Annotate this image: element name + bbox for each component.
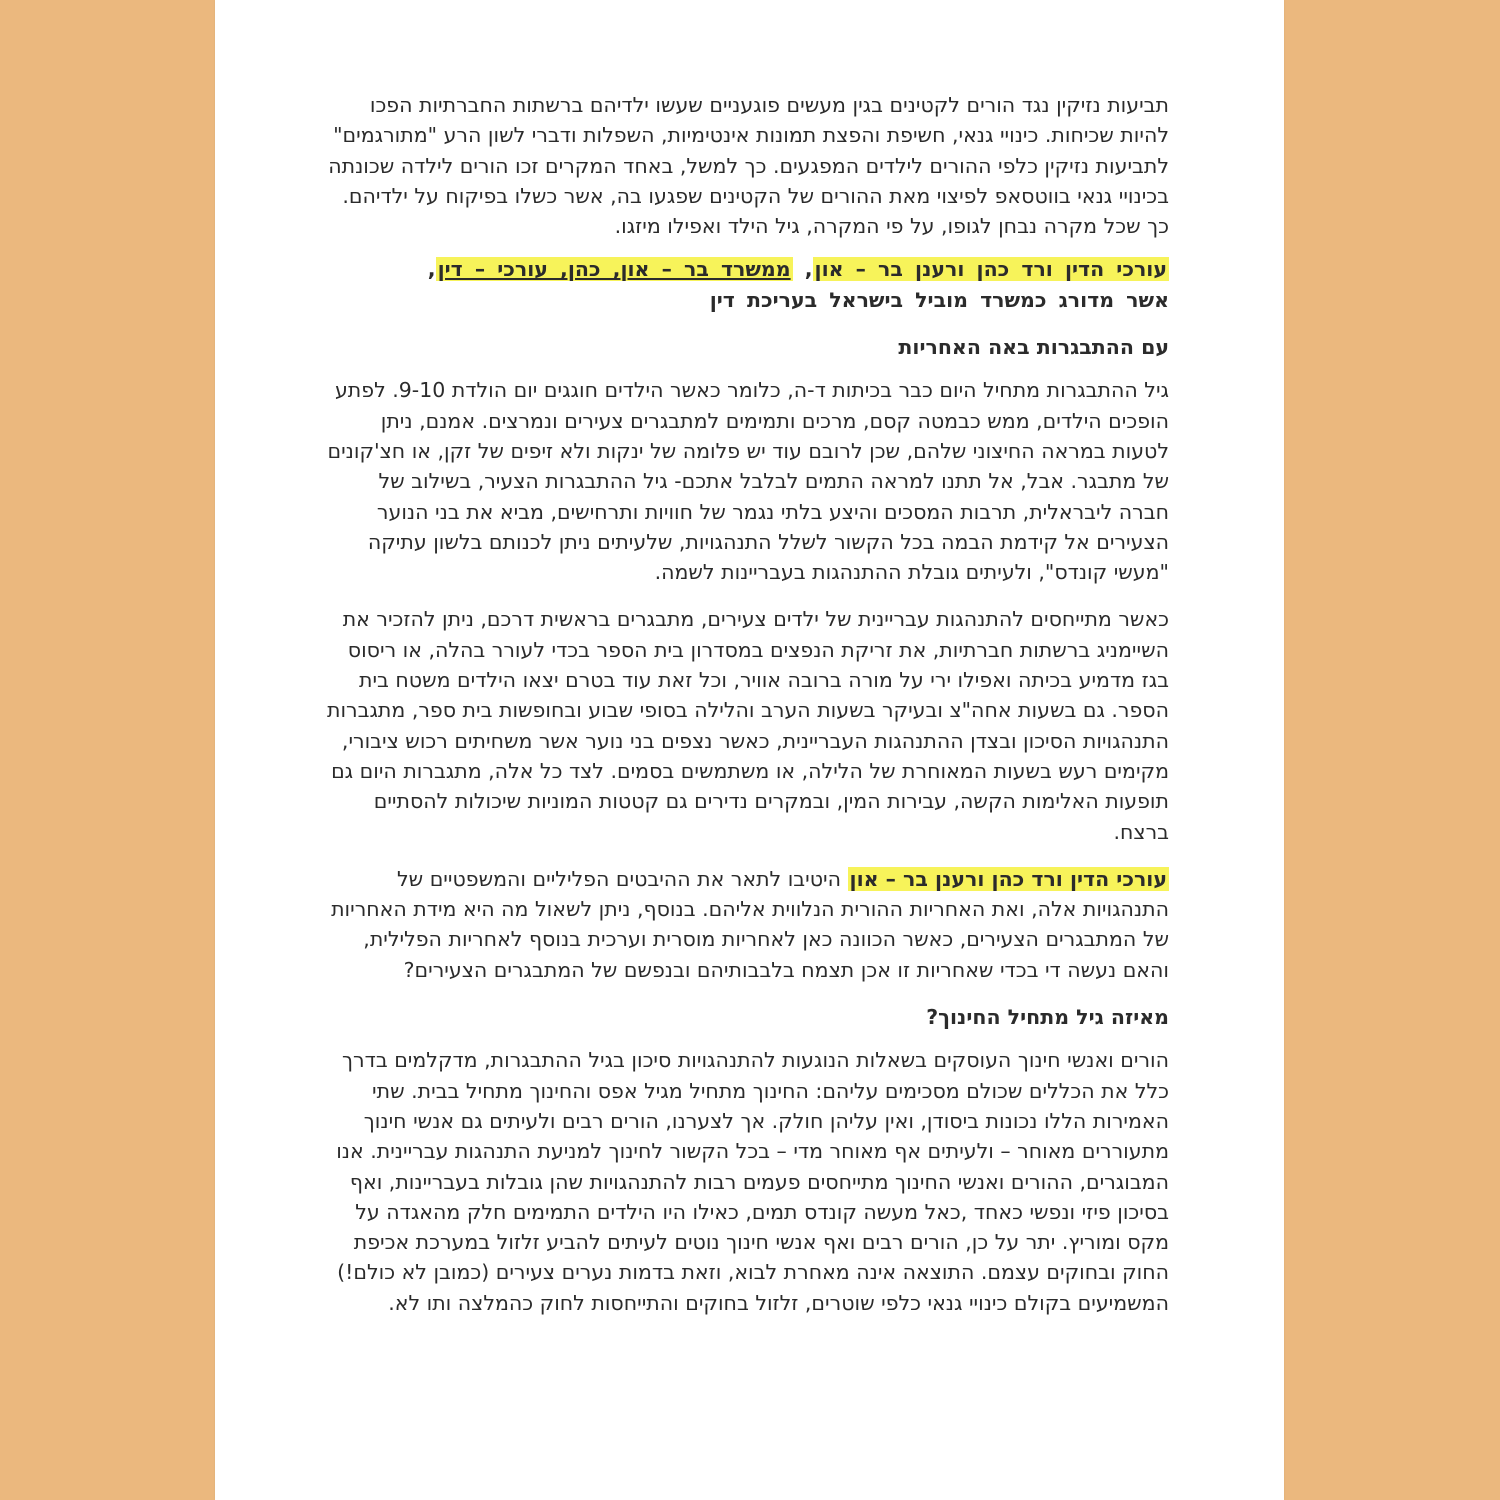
credit-line-1 bbox=[327, 254, 1169, 284]
responsibility-paragraph bbox=[327, 864, 1169, 985]
credit-comma-2: , bbox=[427, 257, 436, 282]
lawyers-names-highlight: עורכי הדין ורד כהן ורענן בר – און bbox=[814, 257, 1167, 282]
document-page bbox=[215, 0, 1284, 1500]
credit-line-2: אשר מדורג כמשרד מוביל בישראל בעריכת דין bbox=[709, 287, 1169, 312]
section-heading-responsibility: עם ההתבגרות באה האחריות bbox=[898, 335, 1169, 360]
law-firm-name-highlight: ממשרד בר – און, כהן, עורכי – דין bbox=[437, 257, 791, 282]
responsibility-paragraph-text: היטיבו לתאר את ההיבטים הפליליים והמשפטיים של התנהגויות אלה, ואת האחריות ההורית הנלווית אליהם. בנוסף, ניתן לשאול מה היא מידת האחריות של המתבגרים הצעירים, כאשר הכוונה כאן לאחריות מוסרית וערכית בנוסף לאחריות הפלילית, והאם נעשה די בכדי שאחריות זו אכן תצמח בלבבותיהם ובנפשם של המתבגרים הצעירים? bbox=[331, 866, 1169, 982]
adolescence-paragraph: גיל ההתבגרות מתחיל היום כבר בכיתות ד-ה, כלומר כאשר הילדים חוגגים יום הולדת 9-10. לפתע הופכים הילדים, ממש כבמטה קסם, מרכים ותמימים למתבגרים צעירים ונמרצים. אמנם, ניתן לטעות במראה החיצוני שלהם, שכן לרובם עוד יש פלומה של ינקות ולא זיפים של זקן, או חצ'קונים של מתבגר. אבל, אל תתנו למראה התמים לבלבל אתכם- גיל ההתבגרות הצעיר, בשילוב של חברה ליבראלית, תרבות המסכים והיצע בלתי נגמר של חוויות ותרחישים, מביא את בני הנוער הצעירים אל קידמת הבמה בכל הקשור לשלל התנהגויות, שלעיתים ניתן לכנותם בלשון עתיקה "מעשי קונדס", ולעיתים גובלת ההתנהגות בעבריינות לשמה. bbox=[327, 378, 1169, 585]
credit-comma-1: , bbox=[804, 257, 813, 282]
delinquency-paragraph: כאשר מתייחסים להתנהגות עבריינית של ילדים צעירים, מתבגרים בראשית דרכם, ניתן להזכיר את השיימניג ברשתות חברתיות, את זריקת הנפצים במסדרון בית הספר בכדי לעורר בהלה, או ריסוס בגז מדמיע בכיתה ואפילו ירי על מורה ברובה אוויר, וכל זאת עוד בטרם יצאו הילדים משטח בית הספר. גם בשעות אחה"צ ובעיקר בשעות הערב והלילה בסופי שבוע ובחופשות בית ספר, מתגברות התנהגויות הסיכון ובצדן ההתנהגות העבריינית, כאשר נצפים בני נוער אשר משחיתים רכוש ציבורי, מקימים רעש בשעות המאוחרת של הלילה, או משתמשים בסמים. לצד כל אלה, מתגברות היום גם תופעות האלימות הקשה, עבירות המין, ובמקרים נדירים גם קטטות המוניות שיכולות להסתיים ברצח. bbox=[327, 607, 1169, 844]
article-body bbox=[327, 90, 1169, 1318]
lawyers-names-inline-highlight: עורכי הדין ורד כהן ורענן בר – און bbox=[849, 866, 1167, 891]
intro-paragraph: תביעות נזיקין נגד הורים לקטינים בגין מעשים פוגעניים שעשו ילדיהם ברשתות החברתיות הפכו להיות שכיחות. כינויי גנאי, חשיפת והפצת תמונות אינטימיות, השפלות ודברי לשון הרע "מתורגמים" לתביעות נזיקין כלפי ההורים לילדים המפגעים. כך למשל, באחד המקרים זכו הורים לילדה שכונתה בכינויי גנאי בווטסאפ לפיצוי מאת ההורים של הקטינים שפגעו בה, אשר כשלו בפיקוח על ילדיהם. כך שכל מקרה נבחן לגופו, על פי המקרה, גיל הילד ואפילו מיזגו. bbox=[328, 93, 1169, 239]
education-paragraph: הורים ואנשי חינוך העוסקים בשאלות הנוגעות להתנהגויות סיכון בגיל ההתבגרות, מדקלמים בדרך כלל את הכללים שכולם מסכימים עליהם: החינוך מתחיל מגיל אפס והחינוך מתחיל בבית. שתי האמירות הללו נכונות ביסודן, ואין עליהן חולק. אך לצערנו, הורים רבים ולעיתים גם אנשי חינוך מתעוררים מאוחר – ולעיתים אף מאוחר מדי – בכל הקשור לחינוך למניעת התנהגות עבריינית. אנו המבוגרים, ההורים ואנשי החינוך מתייחסים פעמים רבות להתנהגויות שהן גובלות בעבריינות, ואף בסיכון פיזי ונפשי כאחד ,כאל מעשה קונדס תמים, כאילו היו הילדים התמימים חלק מהאגדה על מקס ומוריץ. יתר על כן, הורים רבים ואף אנשי חינוך נוטים לעיתים להביע זלזול במערכת אכיפת החוק ובחוקים עצמם. התוצאה אינה מאחרת לבוא, וזאת בדמות נערים צעירים (כמובן לא כולם!) המשמיעים בקולם כינויי גנאי כלפי שוטרים, זלזול בחוקים והתייחסות לחוק כהמלצה ותו לא. bbox=[336, 1048, 1169, 1315]
section-heading-education: מאיזה גיל מתחיל החינוך? bbox=[926, 1005, 1169, 1030]
